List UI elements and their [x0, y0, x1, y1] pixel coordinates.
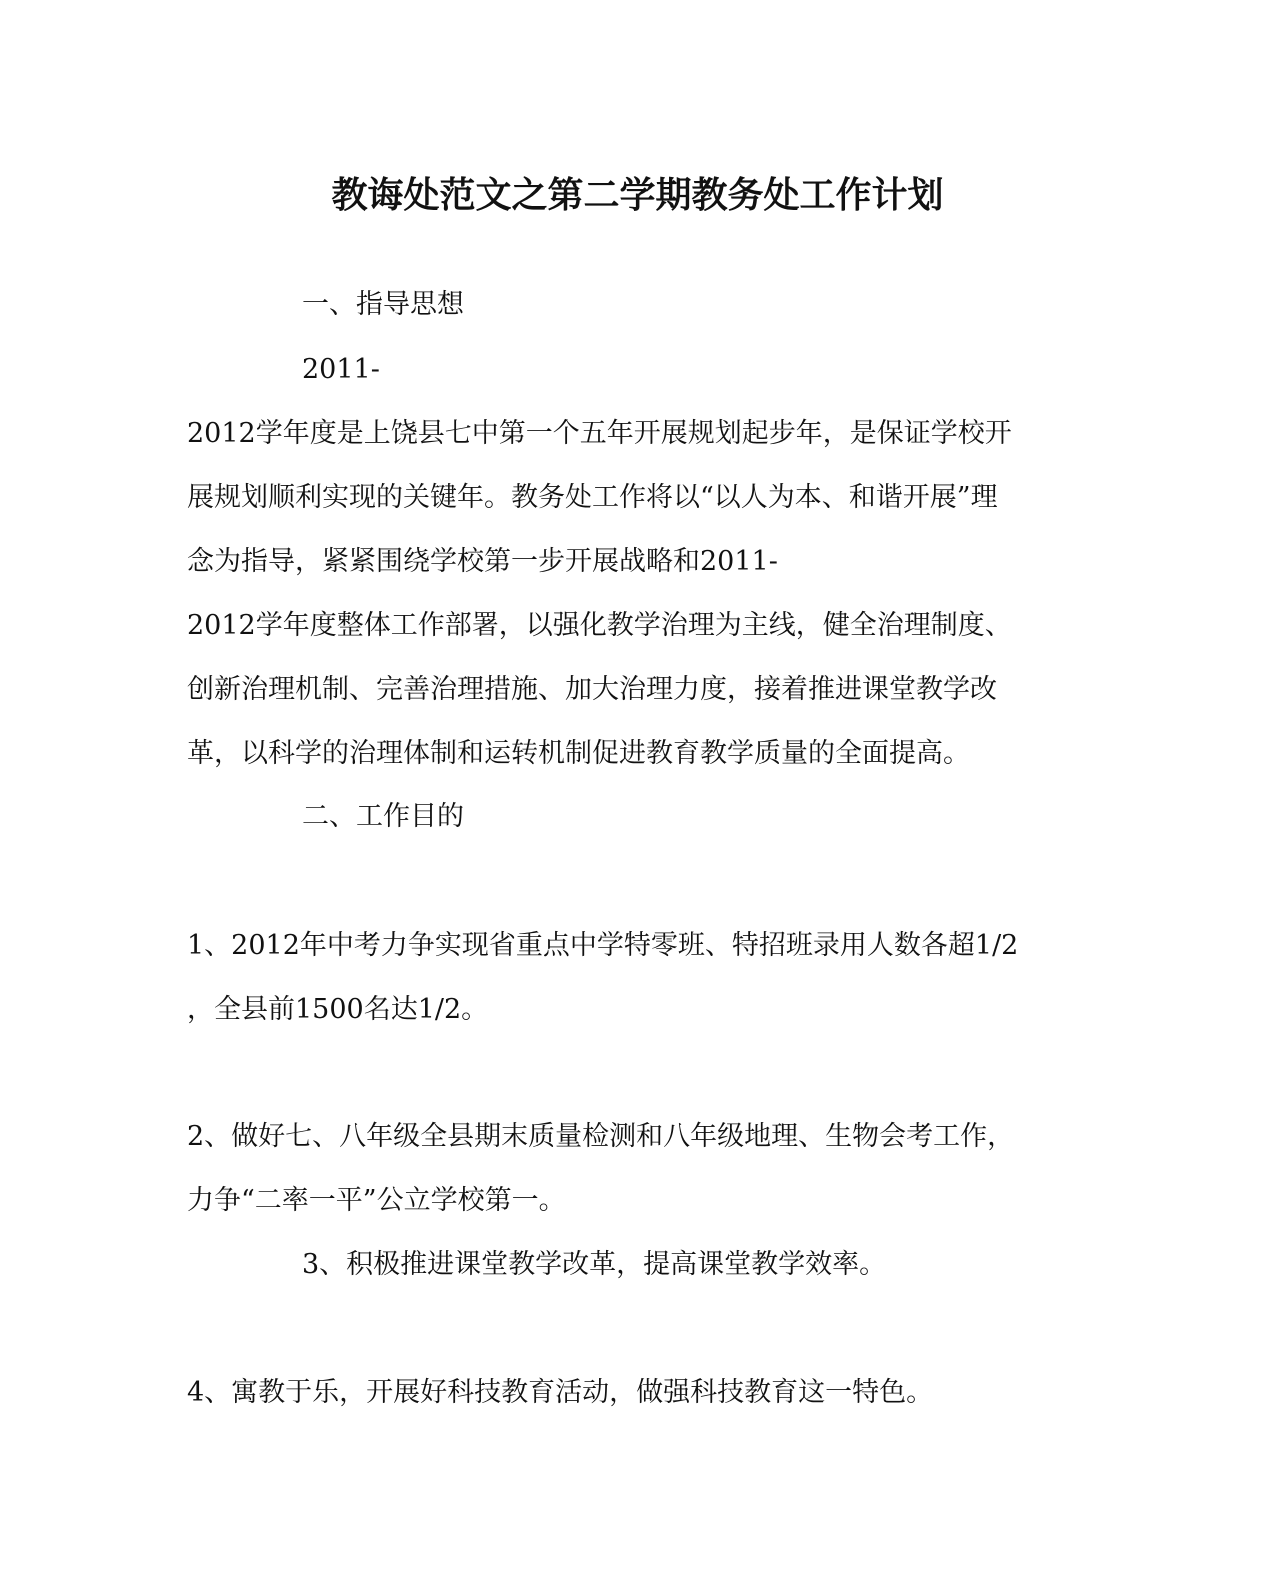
- document-title: 教诲处范文之第二学期教务处工作计划: [331, 174, 944, 216]
- list-item-continuation: 力争“二率一平”公立学校第一。: [187, 1185, 566, 1216]
- section-heading-work-goals: 二、工作目的: [302, 801, 464, 832]
- paragraph-line: 创新治理机制、完善治理措施、加大治理力度，接着推进课堂教学改: [187, 674, 997, 705]
- paragraph-line: 2012学年度是上饶县七中第一个五年开展规划起步年，是保证学校开: [187, 418, 1012, 449]
- list-item-continuation: ，全县前1500名达1/2。: [187, 994, 489, 1025]
- list-item: 3、积极推进课堂教学改革，提高课堂教学效率。: [302, 1249, 887, 1280]
- paragraph-line: 念为指导，紧紧围绕学校第一步开展战略和2011-: [187, 546, 778, 577]
- paragraph-line: 革，以科学的治理体制和运转机制促进教育教学质量的全面提高。: [187, 738, 970, 769]
- list-item: 2、做好七、八年级全县期末质量检测和八年级地理、生物会考工作，: [187, 1121, 1015, 1152]
- paragraph-line: 2012学年度整体工作部署，以强化教学治理为主线，健全治理制度、: [187, 610, 1012, 641]
- paragraph-line: 2011-: [302, 354, 380, 385]
- list-item: 1、2012年中考力争实现省重点中学特零班、特招班录用人数各超1/2: [187, 930, 1019, 961]
- paragraph-line: 展规划顺利实现的关键年。教务处工作将以“以人为本、和谐开展”理: [187, 482, 998, 513]
- list-item: 4、寓教于乐，开展好科技教育活动，做强科技教育这一特色。: [187, 1377, 934, 1408]
- section-heading-guiding-ideology: 一、指导思想: [302, 289, 464, 320]
